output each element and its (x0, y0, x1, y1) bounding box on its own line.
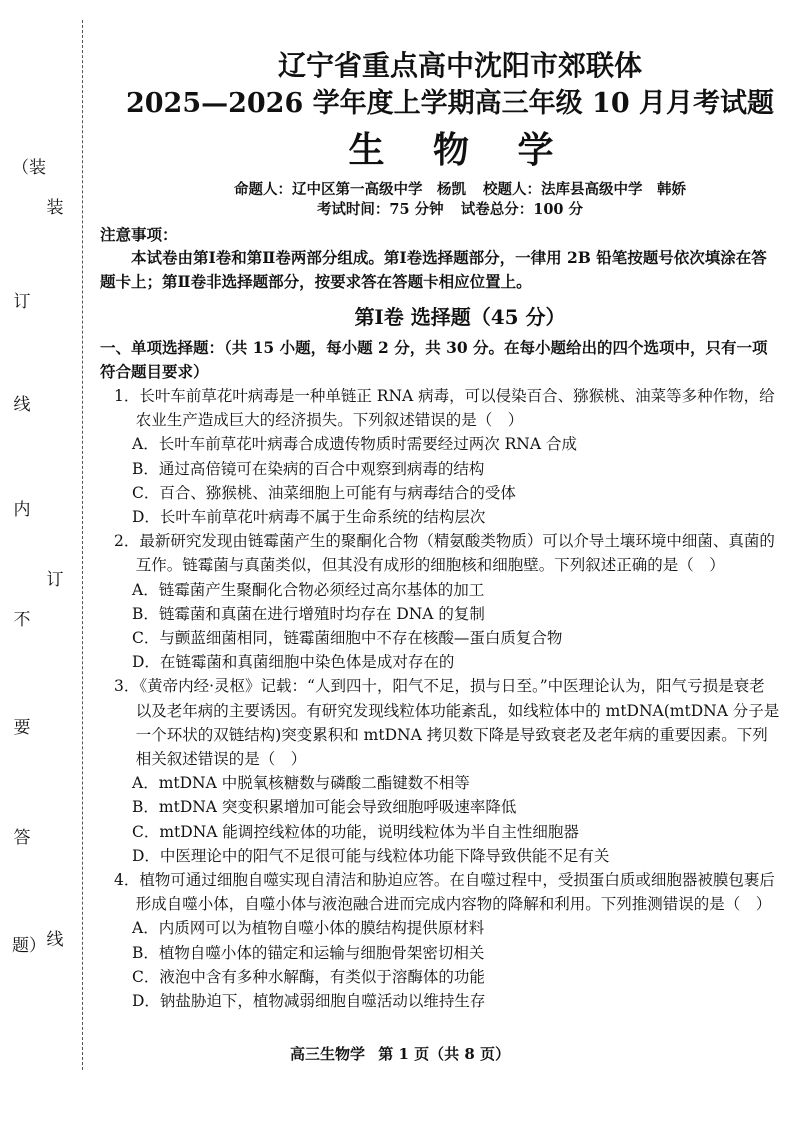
question-option: D．长叶车前草花叶病毒不属于生命系统的结构层次 (132, 508, 486, 527)
binding-char: 答 (13, 828, 31, 848)
question-option: A．内质网可以为植物自噬小体的膜结构提供原材料 (132, 919, 485, 938)
question-option: D．在链霉菌和真菌细胞中染色体是成对存在的 (132, 653, 455, 672)
binding-char: 要 (13, 718, 31, 738)
binding-char: 内 (13, 500, 31, 520)
question (100, 868, 780, 1013)
question-option: C．与颤蓝细菌相同，链霉菌细胞中不存在核酸—蛋白质复合物 (132, 629, 563, 648)
question-option: C．百合、猕猴桃、油菜细胞上可能有与病毒结合的受体 (132, 483, 516, 502)
question-option: A．长叶车前草花叶病毒合成遗传物质时需要经过两次 RNA 合成 (132, 435, 577, 454)
footer-page-number: 第 1 页（共 8 页） (378, 1045, 510, 1063)
question-option: D．中医理论中的阳气不足很可能与线粒体功能下降导致供能不足有关 (132, 846, 610, 865)
question-option: B．链霉菌和真菌在进行增殖时均存在 DNA 的复制 (132, 604, 485, 623)
binding-char: 订 (46, 570, 64, 590)
binding-char: 装 (46, 198, 64, 218)
question-option: C．mtDNA 能调控线粒体的功能，说明线粒体为半自主性细胞器 (132, 822, 579, 841)
binding-char: 不 (13, 610, 31, 630)
question-option: B．通过高倍镜可在染病的百合中观察到病毒的结构 (132, 459, 485, 478)
question-stem: 4．植物可通过细胞自噬实现自清洁和胁迫应答。在自噬过程中，受损蛋白质或细胞器被膜包裹后形成自噬小体，自噬小体与液泡融合进而完成内容物的降解和利用。下列推测错误的是（ ） (114, 871, 775, 914)
question-option: B．植物自噬小体的锚定和运输与细胞骨架密切相关 (132, 943, 485, 962)
binding-char: （装 (12, 158, 46, 178)
footer-subject: 高三生物学 (289, 1045, 365, 1063)
binding-char: 题） (12, 936, 46, 956)
question-stem: 3．《黄帝内经·灵枢》记载：“人到四十，阳气不足，损与日至。”中医理论认为，阳气亏损是衰老以及老年病的主要诱因。有研究发现线粒体功能紊乱，如线粒体中的 mtDNA(mtDNA 分子是一个环状的双链结构)突变累积和 mtDNA 拷贝数下降是导致衰老及老年病的重要因素。下列相关叙述错误的是（ ） (114, 677, 780, 769)
setter: 命题人：辽中区第一高级中学 杨凯 (233, 181, 466, 198)
question-option: B．mtDNA 突变积累增加可能会导致细胞呼吸速率降低 (132, 798, 517, 817)
authors-line (140, 180, 780, 200)
part-instructions: 一、单项选择题：（共 15 小题，每小题 2 分，共 30 分。在每小题给出的四个选项中，只有一项符合题目要求） (100, 338, 768, 381)
checker: 校题人：法库县高级中学 韩娇 (483, 181, 687, 198)
question-option: A．链霉菌产生聚酮化合物必须经过高尔基体的加工 (132, 580, 485, 599)
question-stem: 1．长叶车前草花叶病毒是一种单链正 RNA 病毒，可以侵染百合、猕猴桃、油菜等多种作物，给农业生产造成巨大的经济损失。下列叙述错误的是（ ） (114, 387, 775, 430)
question-stem: 2．最新研究发现由链霉菌产生的聚酮化合物（精氨酸类物质）可以介导土壤环境中细菌、真菌的互作。链霉菌与真菌类似，但其没有成形的细胞核和细胞壁。下列叙述正确的是（ ） (114, 532, 775, 575)
section-title: 第Ⅰ卷 选择题（45 分） (354, 305, 566, 329)
page-footer (0, 1043, 800, 1064)
notice-body: 本试卷由第Ⅰ卷和第Ⅱ卷两部分组成。第Ⅰ卷选择题部分，一律用 2B 铅笔按题号依次填涂在答题卡上；第Ⅱ卷非选择题部分，按要求答在答题卡相应位置上。 (100, 248, 767, 291)
exam-time: 考试时间：75 分钟 (316, 201, 444, 218)
question (100, 674, 780, 868)
exam-info (120, 200, 780, 220)
binding-char: 订 (13, 292, 31, 312)
notice-title: 注意事项： (100, 225, 178, 244)
question-option: D．钠盐胁迫下，植物减弱细胞自噬活动以维持生存 (132, 992, 486, 1011)
binding-char: 线 (46, 930, 64, 950)
school-title: 辽宁省重点高中沈阳市郊联体 (277, 49, 642, 82)
total-score: 试卷总分：100 分 (460, 201, 584, 218)
subject-title: 生 物 学 (348, 129, 572, 171)
binding-dashed-line (82, 20, 83, 1070)
question-option: A．mtDNA 中脱氧核糖数与磷酸二酯键数不相等 (132, 774, 470, 793)
exam-title: 2025—2026 学年度上学期高三年级 10 月月考试题 (125, 88, 775, 119)
question (100, 384, 780, 529)
question-option: C．液泡中含有多种水解酶，有类似于溶酶体的功能 (132, 967, 485, 986)
question (100, 529, 780, 674)
binding-char: 线 (13, 395, 31, 415)
exam-page (100, 48, 780, 1013)
